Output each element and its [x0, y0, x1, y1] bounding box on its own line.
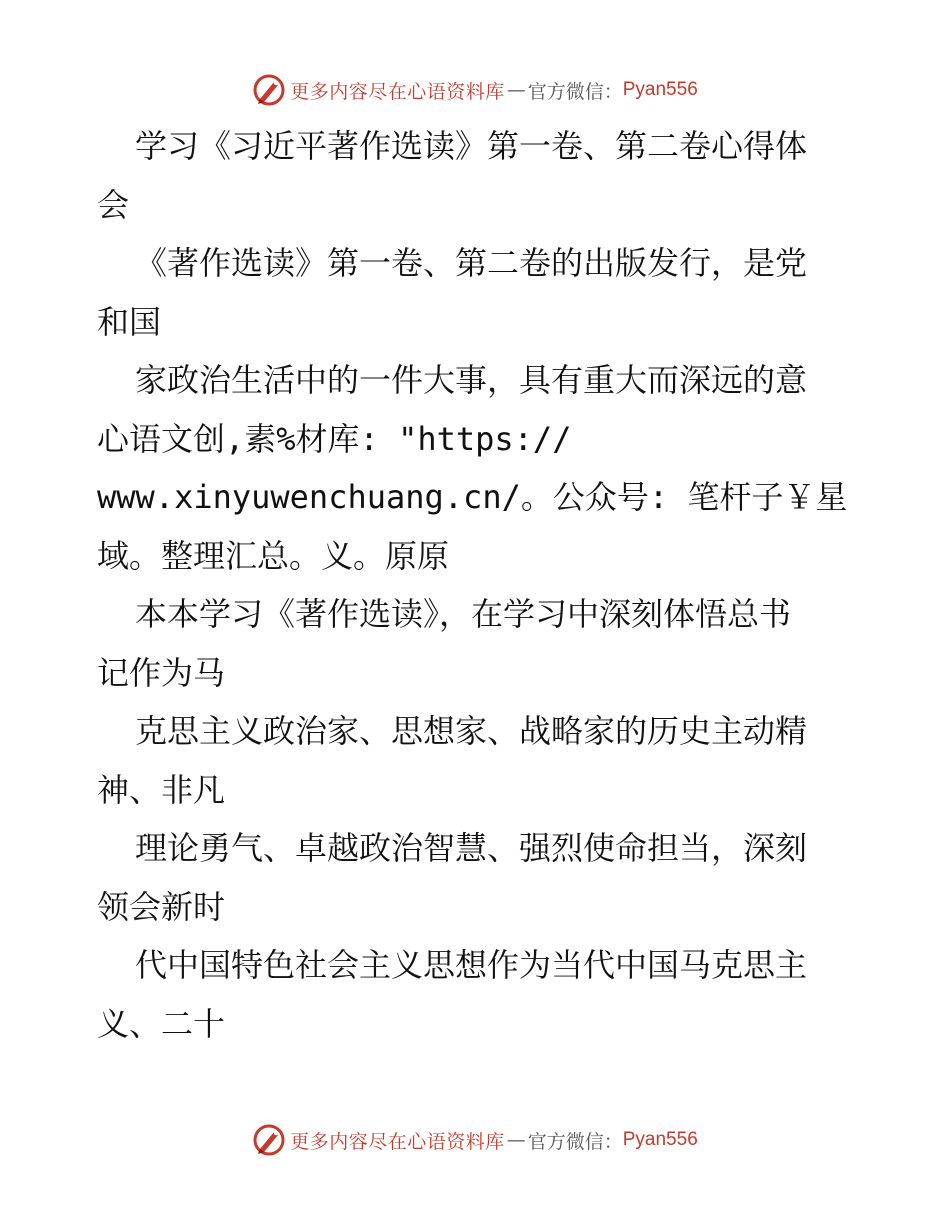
- body-line: 记作为马: [97, 653, 226, 692]
- banner-wechat-handle: Pyan556: [622, 1129, 698, 1150]
- body-line: 本本学习《著作选读》，在学习中深刻体悟总书: [135, 595, 792, 633]
- pen-logo-icon: [252, 73, 286, 107]
- body-line: 家政治生活中的一件大事，具有重大而深远的意: [135, 361, 808, 399]
- body-line: 神、非凡: [97, 770, 226, 809]
- pen-logo-icon: [252, 1123, 286, 1157]
- banner-dash: —: [506, 79, 526, 101]
- banner-contact-label: 官方微信：: [527, 80, 623, 103]
- body-line: 和国: [97, 302, 162, 341]
- banner-wechat-handle: Pyan556: [622, 79, 698, 100]
- header-banner[interactable]: [0, 70, 950, 110]
- body-line: 代中国特色社会主义思想作为当代中国马克思主: [135, 946, 808, 984]
- body-line: 域。整理汇总。义。原原: [97, 536, 450, 575]
- body-line: www.xinyuwenchuang.cn/。公众号: 笔杆子￥星: [97, 478, 848, 516]
- banner-contact-label: 官方微信：: [527, 1130, 623, 1153]
- body-line: 学习《习近平著作选读》第一卷、第二卷心得体: [135, 127, 808, 165]
- body-line: 会: [97, 185, 130, 224]
- body-line: 领会新时: [97, 887, 226, 926]
- banner-dash: —: [506, 1129, 526, 1151]
- document-body: [97, 117, 857, 1053]
- body-line: 义、二十: [97, 1004, 226, 1043]
- banner-slogan: 更多内容尽在心语资料库: [290, 1130, 505, 1153]
- footer-banner[interactable]: [0, 1120, 950, 1160]
- banner-slogan: 更多内容尽在心语资料库: [290, 80, 505, 103]
- body-line: 《著作选读》第一卷、第二卷的出版发行，是党: [135, 244, 808, 282]
- body-line: 克思主义政治家、思想家、战略家的历史主动精: [135, 712, 808, 750]
- body-line: 心语文创,素%材库: "https://: [97, 419, 572, 458]
- body-line: 理论勇气、卓越政治智慧、强烈使命担当，深刻: [135, 829, 808, 867]
